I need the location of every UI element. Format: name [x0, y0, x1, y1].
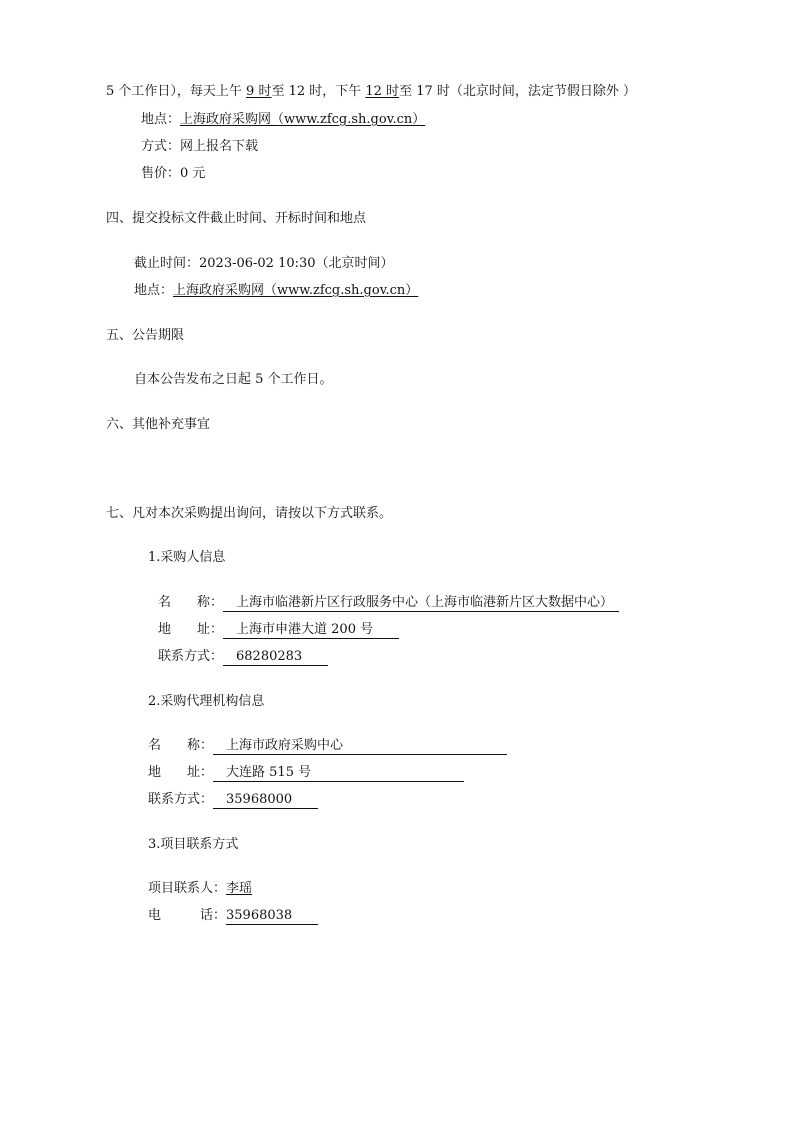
agency-address-label: 地 址：	[148, 765, 214, 780]
agency-info-title: 2.采购代理机构信息	[148, 694, 265, 709]
doc-method-label: 方式：	[141, 139, 181, 154]
purchaser-address-line	[158, 622, 399, 639]
project-person-label: 项目联系人：	[148, 881, 227, 896]
purchaser-name-line	[158, 595, 619, 612]
project-person-value: 李瑶	[226, 881, 253, 896]
doc-price-line	[141, 166, 205, 182]
purchaser-contact-label: 联系方式：	[158, 649, 224, 664]
purchaser-address-value: 上海市申港大道 200 号	[223, 622, 400, 637]
agency-contact-value: 35968000	[213, 792, 319, 807]
doc-method-value: 网上报名下载	[180, 139, 259, 154]
bid-place-label: 地点：	[134, 283, 174, 298]
purchaser-address-label: 地 址：	[158, 622, 224, 637]
section4-heading: 四、提交投标文件截止时间、开标时间和地点	[106, 211, 367, 226]
project-contact-title: 3.项目联系方式	[148, 837, 239, 852]
project-phone-label: 电 话：	[148, 908, 227, 923]
pm-start-time: 12 时	[365, 84, 400, 99]
agency-contact-label: 联系方式：	[148, 792, 214, 807]
bid-place-link[interactable]: 上海政府采购网（www.zfcg.sh.gov.cn）	[173, 283, 419, 298]
purchaser-name-label: 名 称：	[158, 595, 224, 610]
time-text-2: 至 12 时，下午	[271, 84, 366, 99]
purchaser-info-title: 1.采购人信息	[148, 550, 226, 565]
project-phone-value: 35968038	[226, 908, 319, 923]
deadline-line: 截止时间：2023-06-02 10:30（北京时间）	[134, 256, 394, 271]
announcement-period-text: 自本公告发布之日起 5 个工作日。	[134, 372, 333, 387]
agency-address-value: 大连路 515 号	[213, 766, 464, 782]
agency-name-value: 上海市政府采购中心	[213, 739, 507, 755]
section7-heading: 七、凡对本次采购提出询问，请按以下方式联系。	[106, 506, 393, 521]
bid-place-line	[134, 283, 418, 299]
agency-contact-line	[148, 792, 318, 809]
project-person-line	[148, 881, 252, 897]
time-text-3: 至 17 时（北京时间，法定节假日除外 ）	[399, 84, 637, 99]
am-start-time: 9 时	[246, 84, 272, 99]
purchaser-name-value: 上海市临港新片区行政服务中心（上海市临港新片区大数据中心）	[223, 596, 619, 612]
section6-heading: 六、其他补充事宜	[106, 417, 211, 432]
agency-address-line	[148, 765, 464, 782]
doc-price-value: 0 元	[180, 166, 206, 181]
purchaser-contact-line	[158, 649, 328, 666]
doc-method-line	[141, 139, 258, 155]
doc-price-label: 售价：	[141, 166, 181, 181]
doc-place-label: 地点：	[141, 112, 181, 127]
doc-place-line	[141, 112, 425, 128]
section5-heading: 五、公告期限	[106, 328, 185, 343]
agency-name-line	[148, 738, 507, 755]
doc-place-link[interactable]: 上海政府采购网（www.zfcg.sh.gov.cn）	[180, 112, 426, 127]
time-text-1: 5 个工作日），每天上午	[106, 84, 247, 99]
project-phone-line	[148, 908, 318, 925]
agency-name-label: 名 称：	[148, 738, 214, 753]
time-line	[106, 84, 636, 100]
purchaser-contact-value: 68280283	[223, 649, 329, 664]
